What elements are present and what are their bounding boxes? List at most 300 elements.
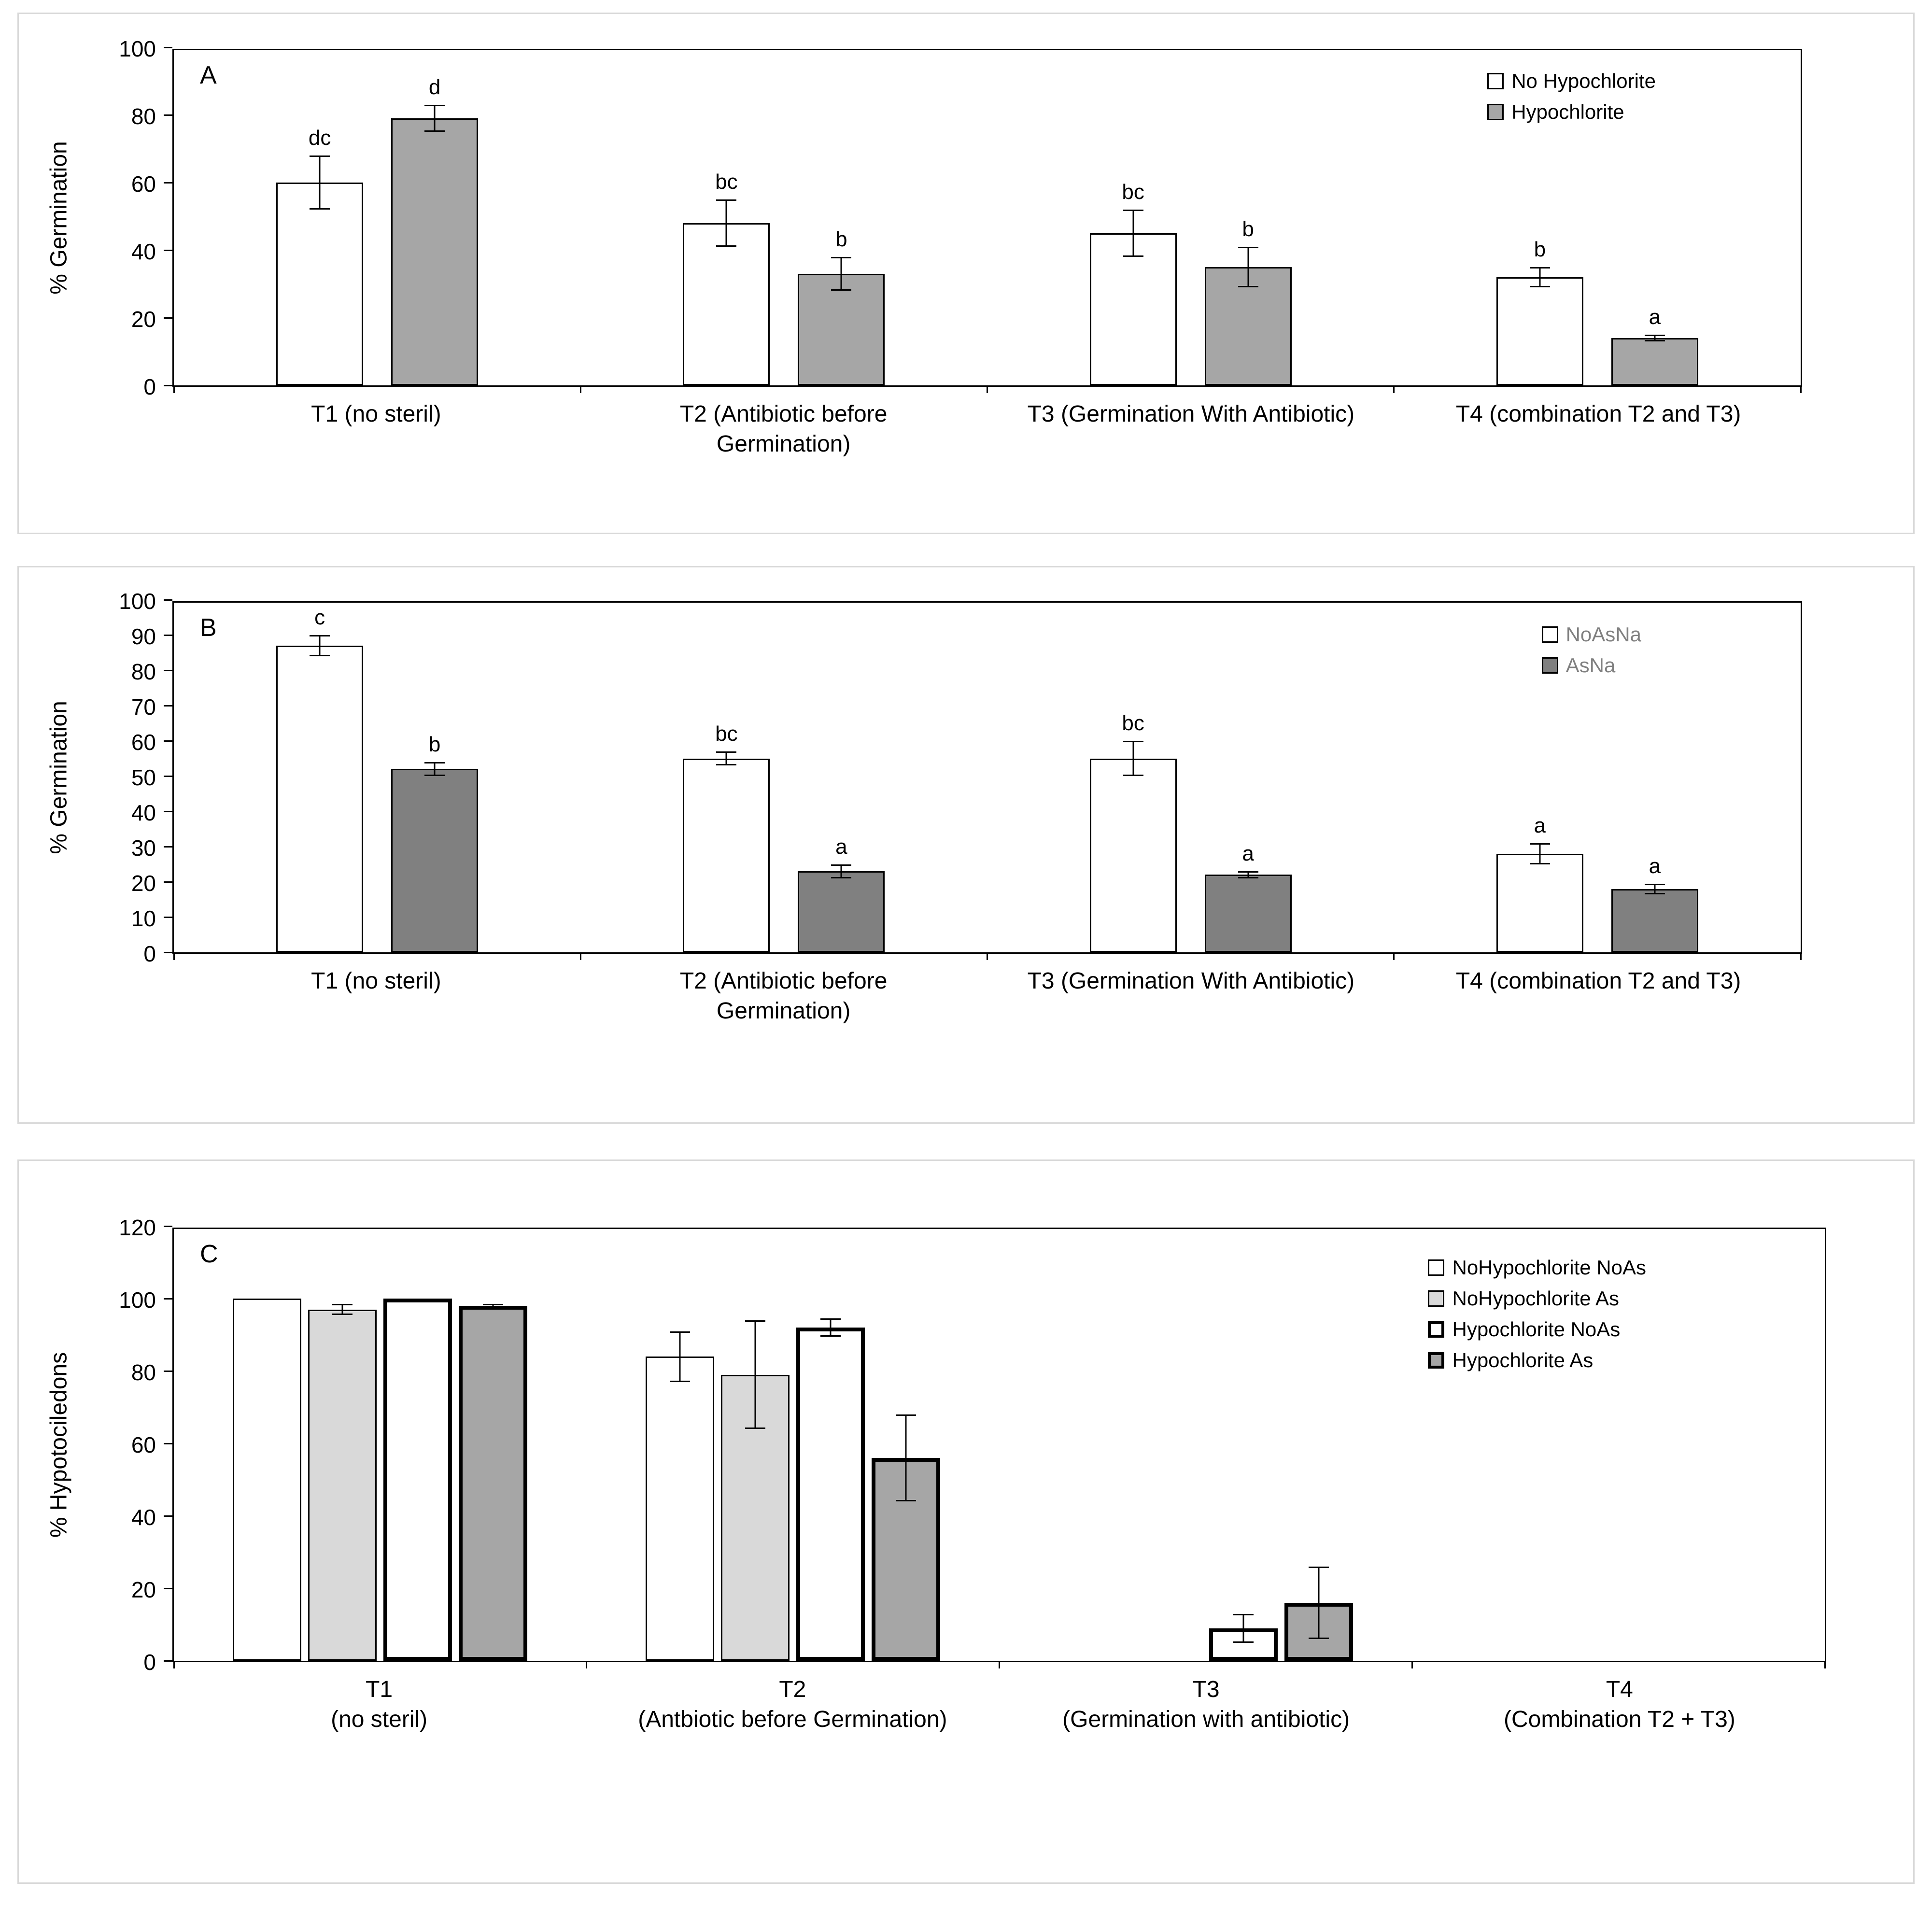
error-bar-line: [905, 1414, 907, 1501]
legend-label: No Hypochlorite: [1511, 70, 1656, 92]
y-tick-label: 40: [131, 800, 156, 825]
y-tick-mark: [164, 599, 172, 601]
category-label: [580, 387, 987, 533]
error-bar: [310, 635, 330, 656]
y-tick-label: 80: [131, 104, 156, 129]
legend-item: [1428, 1349, 1646, 1372]
y-axis: [85, 589, 172, 966]
y-tick-mark: [164, 114, 172, 116]
error-bar-cap-bottom: [424, 775, 445, 776]
y-axis-title: % Germination: [46, 701, 72, 854]
legend-label: Hypochlorite As: [1452, 1349, 1594, 1371]
error-bar-cap-top: [745, 1320, 765, 1322]
bar: [308, 1310, 377, 1661]
figure: [0, 13, 1932, 1908]
x-tick-mark: [1800, 385, 1802, 393]
legend-item: [1487, 70, 1656, 93]
bar: [233, 1299, 301, 1661]
error-bar-cap-bottom: [310, 655, 330, 656]
error-bar: [896, 1414, 916, 1501]
bar-rect: [796, 1328, 865, 1661]
bar-rect: [276, 183, 363, 385]
error-bar-cap-bottom: [1238, 877, 1258, 878]
category-line: T1: [366, 1677, 393, 1702]
error-bar-line: [1539, 843, 1540, 864]
bar-group: [587, 1229, 1000, 1661]
panel-a: [17, 13, 1915, 534]
error-bar: [1645, 335, 1665, 341]
error-bar: [716, 751, 736, 765]
y-tick-mark: [164, 385, 172, 386]
category-label-text: T2 (Antibiotic before Germination): [679, 968, 888, 1024]
y-tick-label: 0: [143, 374, 156, 399]
legend-swatch: [1428, 1321, 1444, 1338]
y-tick-mark: [164, 740, 172, 742]
x-tick-mark: [1411, 1661, 1413, 1668]
x-axis-labels: [172, 954, 1802, 1122]
x-tick-mark: [987, 385, 988, 393]
bar: [798, 227, 885, 385]
y-tick-mark: [164, 670, 172, 671]
significance-letter: b: [835, 227, 847, 251]
x-axis-labels: [172, 387, 1802, 533]
plot-area: [172, 49, 1802, 387]
error-bar-line: [1132, 210, 1134, 257]
y-axis-title-wrap: [32, 1228, 85, 1662]
bar: [391, 75, 478, 385]
panel-letter: C: [200, 1240, 218, 1268]
error-bar-cap-top: [310, 155, 330, 157]
error-bar-line: [726, 199, 727, 247]
bar: [459, 1306, 527, 1661]
panel-letter: A: [200, 61, 217, 89]
legend-label: NoHypochlorite NoAs: [1452, 1256, 1646, 1279]
error-bar: [1238, 247, 1258, 287]
y-axis: [85, 1215, 172, 1675]
bar: [391, 732, 478, 952]
significance-letter: bc: [715, 721, 738, 746]
error-bar: [831, 257, 851, 291]
bar-group: [987, 603, 1394, 952]
error-bar: [1530, 843, 1550, 864]
error-bar-cap-bottom: [310, 208, 330, 210]
y-tick-label: 100: [119, 1287, 156, 1313]
bar: [683, 721, 770, 953]
error-bar-cap-top: [831, 257, 851, 258]
significance-letter: bc: [1122, 180, 1144, 204]
bar-rect: [276, 646, 363, 952]
category-line: T2: [779, 1677, 806, 1702]
category-label-text: T3 (Germination With Antibiotic): [1027, 401, 1355, 427]
y-tick-mark: [164, 1660, 172, 1662]
error-bar-cap-top: [670, 1331, 690, 1333]
error-bar: [1123, 210, 1143, 257]
x-tick-mark: [173, 952, 175, 960]
error-bar-line: [1318, 1567, 1319, 1639]
error-bar-cap-top: [1645, 884, 1665, 885]
x-tick-mark: [173, 1661, 175, 1668]
error-bar: [1309, 1567, 1329, 1639]
significance-letter: a: [1242, 842, 1254, 866]
error-bar-line: [830, 1318, 832, 1337]
x-tick-mark: [173, 385, 175, 393]
significance-letter: dc: [308, 126, 331, 150]
error-bar-line: [755, 1320, 756, 1429]
y-tick-label: 40: [131, 239, 156, 264]
y-tick-label: 10: [131, 906, 156, 931]
significance-letter: a: [1534, 813, 1546, 837]
bar: [1090, 180, 1177, 385]
plot-area: [172, 1228, 1826, 1662]
error-bar: [670, 1331, 690, 1382]
bar-rect: [1496, 854, 1583, 952]
significance-letter: bc: [1122, 711, 1144, 735]
legend-label: NoAsNa: [1565, 623, 1641, 646]
error-bar-line: [319, 155, 321, 210]
y-tick-label: 90: [131, 624, 156, 649]
error-bar-cap-top: [1123, 210, 1143, 211]
error-bar-cap-top: [716, 751, 736, 753]
bar-group: [1000, 1229, 1412, 1661]
bar-rect: [233, 1299, 301, 1661]
significance-letter: b: [1534, 238, 1546, 261]
x-tick-mark: [1393, 952, 1395, 960]
legend-swatch: [1428, 1259, 1444, 1276]
legend: [1428, 1256, 1646, 1372]
legend-swatch: [1487, 73, 1504, 89]
bar: [646, 1357, 714, 1661]
error-bar-cap-top: [1123, 741, 1143, 742]
y-tick-label: 0: [143, 1650, 156, 1675]
significance-letter: b: [1242, 217, 1254, 241]
error-bar-cap-bottom: [1123, 775, 1143, 776]
bar: [872, 1458, 940, 1661]
error-bar-cap-bottom: [1530, 286, 1550, 287]
bar-rect: [1205, 875, 1292, 952]
bar-rect: [1496, 277, 1583, 385]
bar-rect: [308, 1310, 377, 1661]
bar-rect: [683, 223, 770, 385]
chart-a: [19, 14, 1913, 533]
y-tick-mark: [164, 635, 172, 636]
legend-swatch: [1542, 626, 1558, 643]
bar: [683, 170, 770, 385]
category-label: [172, 387, 580, 533]
y-tick-label: 100: [119, 589, 156, 614]
error-bar-cap-bottom: [716, 764, 736, 765]
x-axis-labels: [172, 1662, 1826, 1882]
bar-rect: [798, 871, 885, 952]
bar: [1496, 238, 1583, 385]
y-tick-label: 70: [131, 694, 156, 720]
error-bar-cap-top: [1309, 1567, 1329, 1568]
error-bar-cap-top: [716, 199, 736, 201]
legend-item: [1428, 1256, 1646, 1279]
bar-group: [580, 50, 987, 385]
x-tick-mark: [1824, 1661, 1826, 1668]
y-tick-mark: [164, 1515, 172, 1517]
y-tick-mark: [164, 1226, 172, 1227]
panel-b: [17, 566, 1915, 1124]
error-bar: [424, 762, 445, 776]
category-label-text: [1062, 1662, 1350, 1882]
y-tick-mark: [164, 952, 172, 953]
category-line: (Antbiotic before Germination): [638, 1707, 947, 1733]
significance-letter: b: [428, 732, 441, 756]
error-bar-cap-top: [332, 1304, 353, 1305]
category-label-text: [1504, 1662, 1735, 1882]
legend-label: NoHypochlorite As: [1452, 1287, 1619, 1310]
error-bar-cap-bottom: [831, 877, 851, 878]
legend-swatch: [1542, 657, 1558, 674]
y-tick-mark: [164, 1443, 172, 1444]
bar-rect: [646, 1357, 714, 1661]
error-bar: [483, 1304, 503, 1308]
bar: [383, 1299, 452, 1661]
y-tick-mark: [164, 705, 172, 707]
category-label: [586, 1662, 999, 1882]
y-tick-mark: [164, 1371, 172, 1372]
y-tick-mark: [164, 47, 172, 48]
error-bar-cap-top: [1238, 871, 1258, 873]
error-bar: [716, 199, 736, 247]
bar: [1496, 813, 1583, 952]
category-line: (Germination with antibiotic): [1062, 1707, 1350, 1733]
error-bar-line: [679, 1331, 681, 1382]
error-bar-line: [1539, 267, 1540, 287]
y-tick-mark: [164, 846, 172, 848]
category-line: (no steril): [331, 1707, 428, 1733]
error-bar-cap-top: [831, 864, 851, 866]
panel-letter: B: [200, 614, 217, 642]
y-tick-mark: [164, 317, 172, 319]
bar: [276, 126, 363, 385]
legend: [1487, 70, 1656, 124]
legend-label: Hypochlorite NoAs: [1452, 1318, 1621, 1341]
error-bar-cap-bottom: [332, 1314, 353, 1315]
category-label-text: [331, 1662, 427, 1882]
error-bar-cap-top: [310, 635, 330, 636]
x-tick-mark: [987, 952, 988, 960]
plot-area: [172, 601, 1802, 954]
y-tick-mark: [164, 1298, 172, 1300]
x-tick-mark: [1393, 385, 1395, 393]
error-bar-line: [841, 864, 842, 878]
error-bar-cap-bottom: [745, 1427, 765, 1429]
category-label-text: T1 (no steril): [311, 968, 441, 994]
bar: [1205, 217, 1292, 385]
error-bar-cap-top: [820, 1318, 841, 1320]
y-tick-mark: [164, 811, 172, 812]
error-bar-cap-bottom: [1123, 255, 1143, 257]
error-bar: [1233, 1614, 1254, 1643]
error-bar-cap-bottom: [820, 1335, 841, 1337]
error-bar: [1238, 871, 1258, 878]
error-bar: [820, 1318, 841, 1337]
error-bar-cap-bottom: [1530, 863, 1550, 864]
y-tick-label: 30: [131, 835, 156, 861]
category-label-text: T1 (no steril): [311, 401, 441, 427]
bar: [1209, 1628, 1278, 1661]
error-bar-cap-top: [1645, 335, 1665, 336]
bar-rect: [391, 118, 478, 385]
chart-b: [19, 567, 1913, 1122]
y-tick-mark: [164, 1588, 172, 1589]
y-tick-label: 60: [131, 730, 156, 755]
legend-label: Hypochlorite: [1511, 100, 1624, 123]
legend: [1542, 623, 1641, 677]
significance-letter: c: [314, 606, 325, 629]
error-bar-line: [434, 762, 436, 776]
error-bar-cap-top: [424, 105, 445, 106]
category-line: T4: [1606, 1677, 1633, 1702]
category-label-text: T4 (combination T2 and T3): [1455, 968, 1741, 994]
error-bar: [1123, 741, 1143, 776]
legend-item: [1542, 623, 1641, 646]
legend-item: [1542, 654, 1641, 677]
y-tick-mark: [164, 250, 172, 251]
y-tick-label: 50: [131, 765, 156, 790]
error-bar-cap-top: [1238, 247, 1258, 248]
category-label-text: T2 (Antibiotic before Germination): [679, 401, 888, 457]
category-label-text: T3 (Germination With Antibiotic): [1027, 968, 1355, 994]
y-tick-label: 60: [131, 1432, 156, 1457]
significance-letter: a: [835, 834, 847, 859]
bar-group: [580, 603, 987, 952]
category-label: [1413, 1662, 1826, 1882]
category-label: [1395, 954, 1802, 1122]
legend-label: AsNa: [1565, 654, 1616, 677]
y-axis-title-wrap: [32, 49, 85, 387]
bar-rect: [459, 1306, 527, 1661]
y-tick-mark: [164, 776, 172, 777]
y-tick-label: 20: [131, 1577, 156, 1602]
error-bar-line: [726, 751, 727, 765]
error-bar-cap-top: [1530, 267, 1550, 269]
error-bar: [1530, 267, 1550, 287]
y-tick-label: 60: [131, 171, 156, 197]
bar-group: [987, 50, 1394, 385]
y-tick-label: 80: [131, 1360, 156, 1385]
x-tick-mark: [586, 1661, 587, 1668]
error-bar-cap-bottom: [831, 289, 851, 291]
significance-letter: a: [1649, 854, 1661, 878]
error-bar: [424, 105, 445, 132]
legend-item: [1428, 1287, 1646, 1310]
y-tick-label: 40: [131, 1505, 156, 1530]
error-bar: [310, 155, 330, 210]
y-tick-label: 100: [119, 36, 156, 61]
y-tick-mark: [164, 917, 172, 918]
error-bar-line: [1247, 247, 1249, 287]
panel-c: [17, 1159, 1915, 1884]
y-tick-label: 0: [143, 941, 156, 966]
error-bar-line: [319, 635, 321, 656]
bar-rect: [1090, 759, 1177, 953]
y-tick-label: 20: [131, 871, 156, 896]
y-axis-title-wrap: [32, 601, 85, 954]
error-bar-cap-bottom: [670, 1381, 690, 1382]
y-tick-label: 20: [131, 307, 156, 332]
legend-swatch: [1428, 1352, 1444, 1369]
bar-group: [174, 1229, 587, 1661]
x-tick-mark: [999, 1661, 1000, 1668]
category-line: (Combination T2 + T3): [1503, 1707, 1735, 1733]
category-label: [1395, 387, 1802, 533]
bar-group: [174, 603, 580, 952]
error-bar-cap-bottom: [896, 1500, 916, 1501]
category-label-text: [638, 1662, 947, 1882]
error-bar-cap-bottom: [1645, 893, 1665, 894]
category-label-text: T4 (combination T2 and T3): [1455, 401, 1741, 427]
legend-item: [1487, 100, 1656, 124]
bar: [1205, 842, 1292, 952]
error-bar-cap-bottom: [1645, 340, 1665, 341]
category-line: T3: [1192, 1677, 1220, 1702]
legend-swatch: [1487, 104, 1504, 120]
error-bar: [745, 1320, 765, 1429]
error-bar-cap-bottom: [1238, 286, 1258, 287]
bar: [721, 1375, 790, 1661]
y-axis-title: % Hypotociledons: [46, 1352, 72, 1538]
bar: [798, 834, 885, 952]
category-label: [987, 954, 1395, 1122]
bar-rect: [391, 769, 478, 952]
x-tick-mark: [1800, 952, 1802, 960]
error-bar-cap-bottom: [1233, 1641, 1254, 1643]
bar: [1611, 854, 1698, 952]
bar-rect: [383, 1299, 452, 1661]
error-bar-cap-top: [483, 1304, 503, 1305]
category-label: [172, 1662, 586, 1882]
bar-rect: [1611, 338, 1698, 385]
legend-item: [1428, 1318, 1646, 1341]
bar: [1090, 711, 1177, 953]
error-bar-line: [1242, 1614, 1244, 1643]
y-axis: [85, 36, 172, 399]
bar-rect: [683, 759, 770, 953]
bar: [796, 1328, 865, 1661]
error-bar-line: [841, 257, 842, 291]
bar: [1611, 305, 1698, 385]
legend-swatch: [1428, 1290, 1444, 1307]
bar-group: [174, 50, 580, 385]
bar-rect: [1611, 889, 1698, 952]
significance-letter: d: [428, 75, 441, 99]
bar: [276, 606, 363, 952]
error-bar-cap-top: [896, 1414, 916, 1416]
error-bar-line: [1132, 741, 1134, 776]
category-label: [172, 954, 580, 1122]
error-bar-cap-bottom: [716, 245, 736, 247]
bar: [1284, 1603, 1353, 1661]
error-bar-cap-bottom: [1309, 1638, 1329, 1639]
error-bar-cap-top: [1233, 1614, 1254, 1615]
error-bar-cap-top: [1530, 843, 1550, 845]
category-label: [1000, 1662, 1413, 1882]
chart-c: [19, 1161, 1913, 1882]
significance-letter: bc: [715, 170, 738, 194]
x-tick-mark: [580, 385, 581, 393]
category-label: [580, 954, 987, 1122]
error-bar: [831, 864, 851, 878]
x-tick-mark: [580, 952, 581, 960]
error-bar-line: [434, 105, 436, 132]
y-tick-mark: [164, 881, 172, 883]
y-axis-title: % Germination: [46, 141, 72, 295]
error-bar: [332, 1304, 353, 1315]
y-tick-label: 80: [131, 659, 156, 684]
